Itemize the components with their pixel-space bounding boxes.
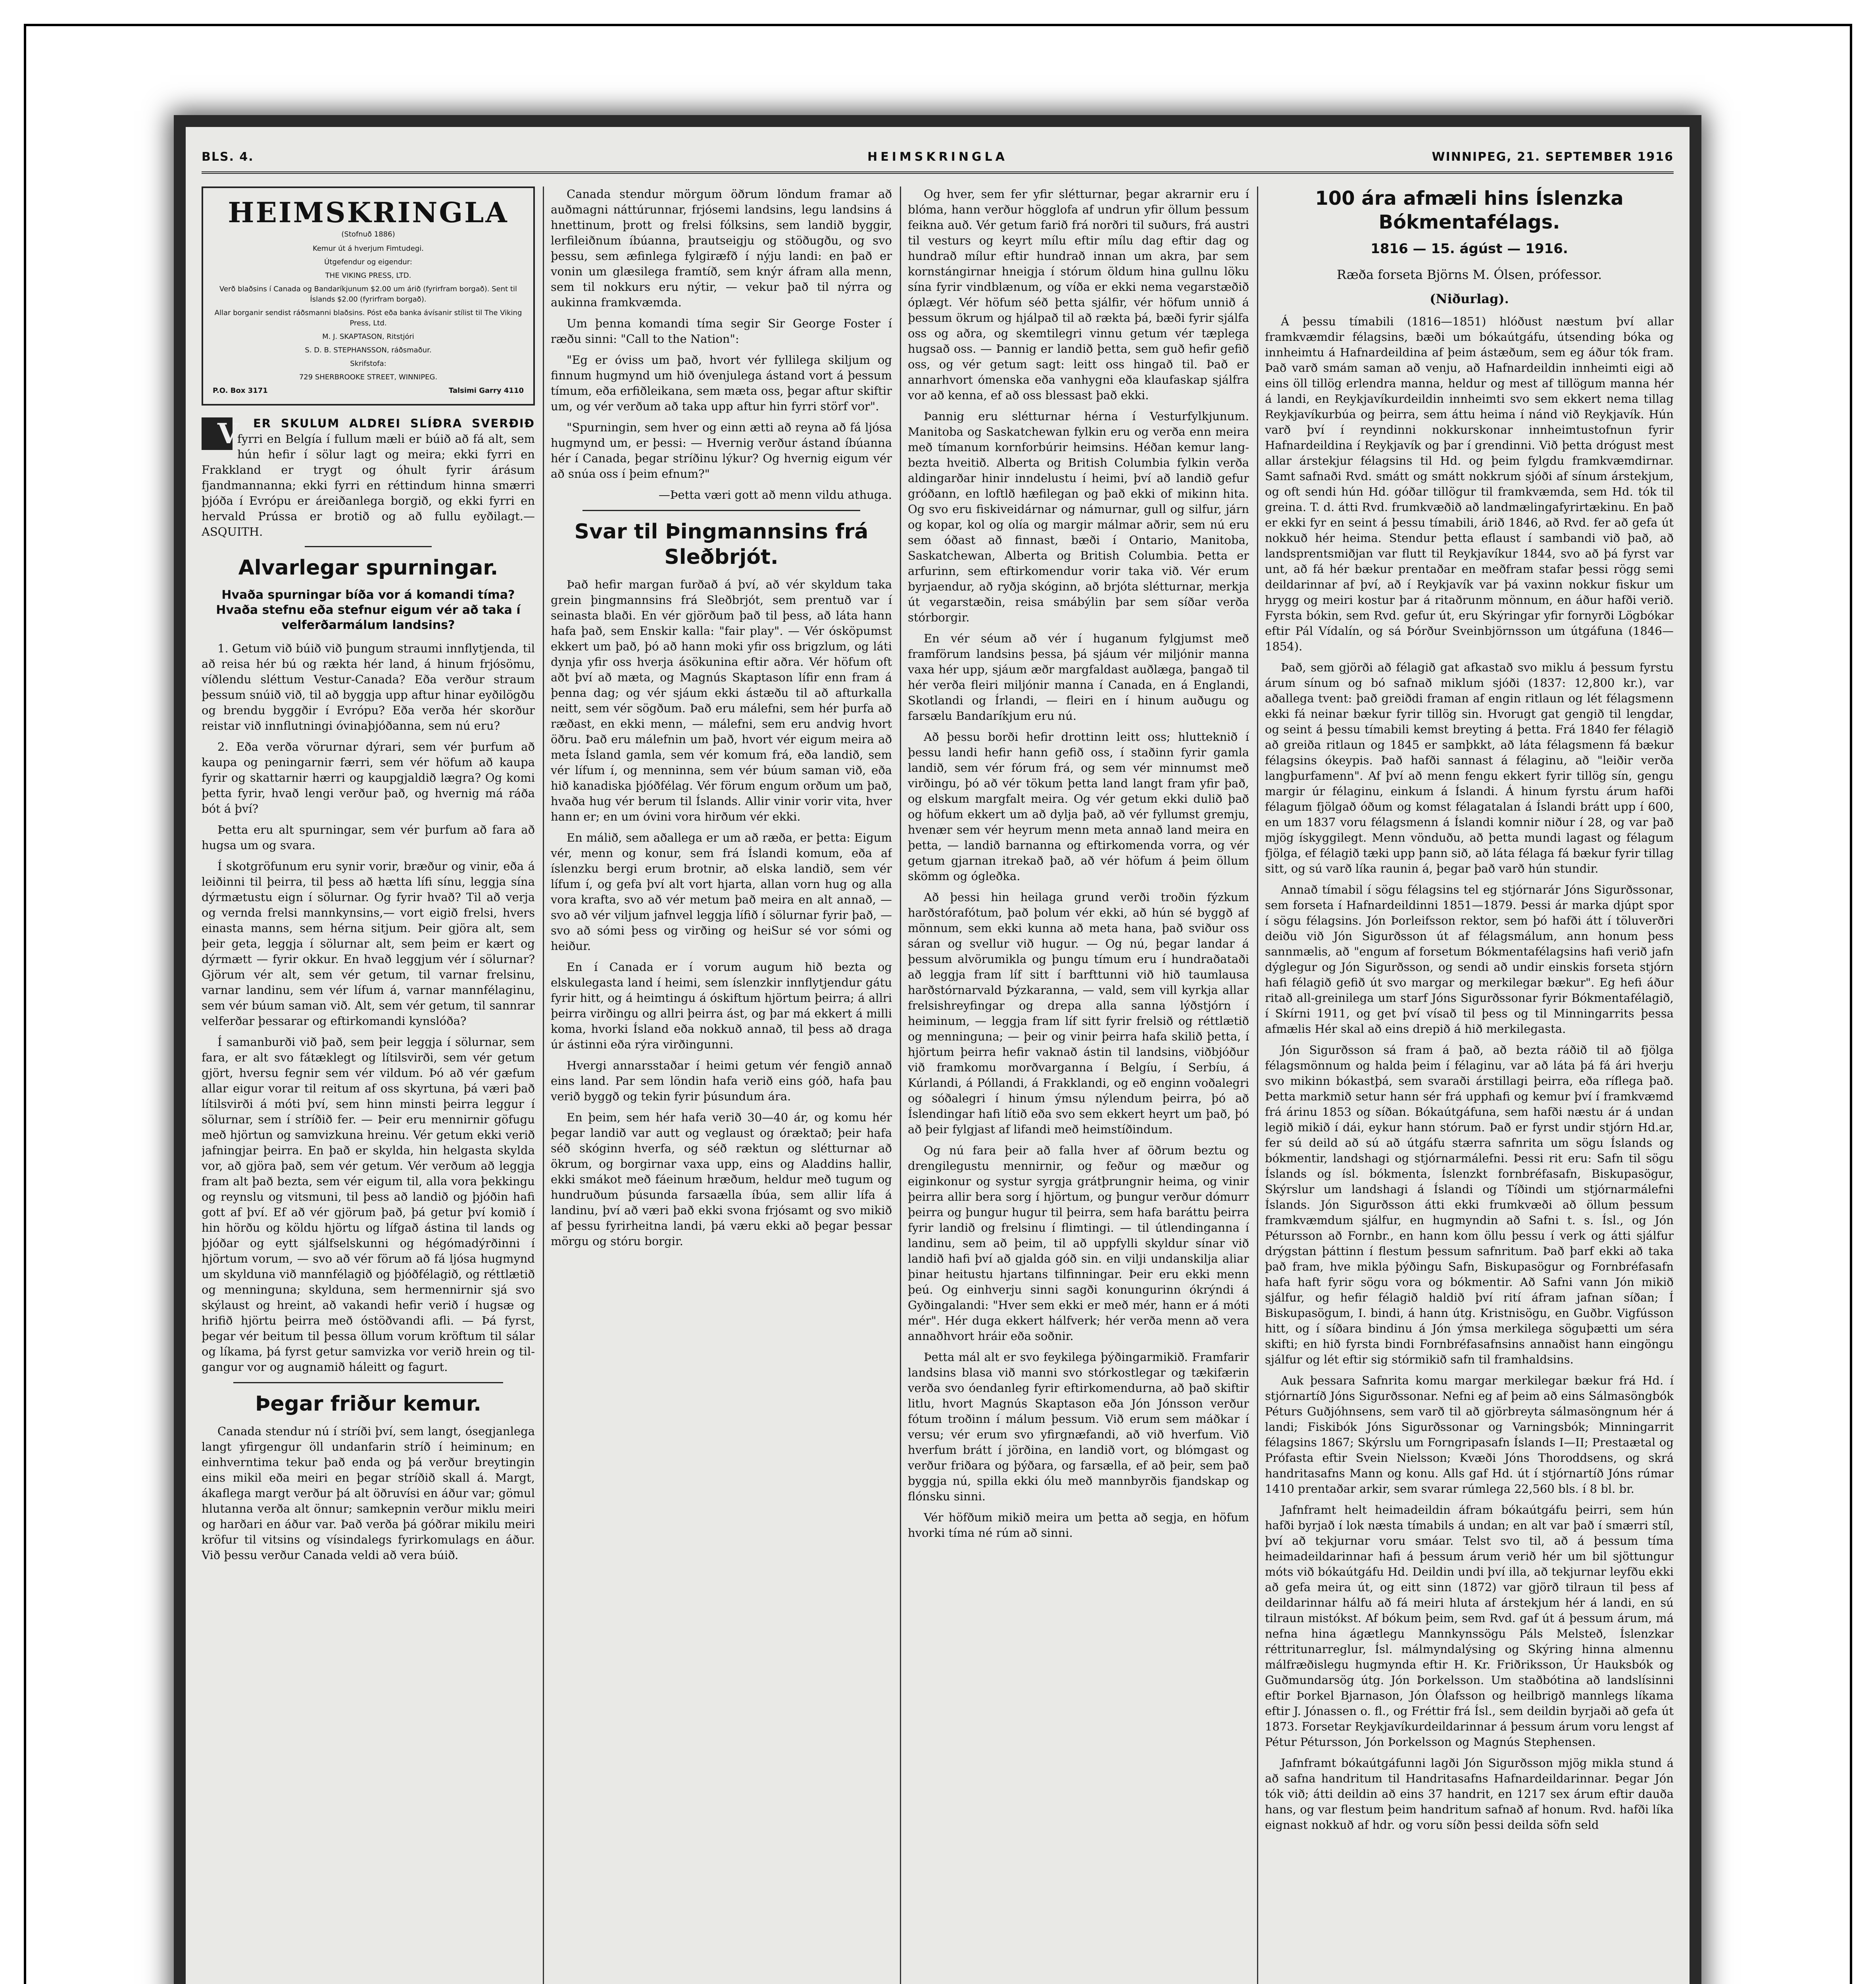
masthead-manager: S. D. B. STEPHANSSON, ráðsmaður.	[305, 346, 432, 354]
masthead-line2: Útgefendur og eigendur:	[324, 258, 412, 266]
heading-svar: Svar til Þingmannsins frá Sleðbrjót.	[574, 520, 869, 569]
paragraph: Þannig eru slétturnar hérna í Vesturfylkjunum. Manitoba og Saskatchewan fylkin eru og verða enn meira með tímanum kornforbúrir heimsins. Héðan kemur lang-bezta hveitið. Alberta og British Columbia fylkin verða aldingarðar hinir inndelustu í heimi, því að landið gefur gróðann, en loftlð hæfilegan og það ekki of mikinn hita. Og svo eru fiskiveidárnar og námurnar, gull og silfur, járn og kopar, kol og olía og margir málmar aðrir, sem nú eru sem óðast að finnast, bæði í Ontario, Manitoba, Saskatchewan, Alberta og British Columbia. Þetta er arfurinn, sem eftirkomendur vorir taka við. Vér erum byrjaendur, að ryðja skóginn, að brjóta slétturnar, merkja út vegarstæðin, reisa smábýlin þar sem síðar verða stórborgir.	[908, 409, 1249, 624]
heading-fridur: Þegar friður kemur.	[255, 1392, 481, 1416]
article-title: 100 ára afmæli hins Íslenzka Bókmentafélags.	[1315, 187, 1624, 233]
paragraph: Canada stendur mörgum öðrum löndum framar að auðmagni náttúrunnar, frjósemi landsins, legu landsins á hnettinum, þrott og frelsi fólksins, sem landið byggir, lerfileiðnum íbúanna, þrautseigju og stöðugðu, og svo þessu, sem æfinlega fylgiræfð í nýju landi: en það er vonin um glæsilega framtíð, sem knýr áfram alla menn, sem til nokkurs eru nýtir, — vekur það til nýrra og aukinna framkvæmda.	[551, 187, 892, 309]
masthead-title: HEIMSKRINGLA	[228, 196, 509, 229]
paragraph: Jón Sigurðsson sá fram á það, að bezta ráðið til að fjölga félagsmönnum og halda þeim í félaginu, var að láta þá fá ári hverju svo mikinn bókastþá, sem svaraði árstillagi þeirra, eða ríflega það. Þetta markmið setur hann sér frá upphafi og kemur því í framkvæmd frá árinu 1853 og síðan. Bókaútgáfuna, sem hafði næstu ár á undan legið mikið í dái, eykur hann stórum. Það er fyrst undir stjórn Hd.ar, fer sú deild að sú að útgáfu stærra safnrita um sögu Íslands og bókmentir, landshagi og stjórnarmálefni. Þessi rit eru: Safn til sögu Íslands og ísl. bókmenta, Íslenzkt fornbréfasafn, Biskupasögur, Skýrslur um landshagi á Íslandi og Tíðindi um stjórnarmálefni Íslands. Jón Sigurðsson átti ekki frumkvæði að öllum þessum framkvæmdum sjálfur, en hugmyndin að Safni t. s. Ísl., og Jón Pétursson að Fornbr., en hann kom öllu þessu í verk og átti sjálfur drýgstan þáttinn í flestum þessum safnritum. Það þarf ekki að taka það fram, hve mikla þýðingu Safn, Biskupasögur og Fornbréfasafn hafa haft fyrir sögu vora og bókmentir. Að Safni vann Jón mikið sjálfur, og hefir félagið haldið því rití áfram jafnan síðan; Í Biskupasögum, I. bindi, á hann útg. Kristnisögu, en Guðbr. Vigfússon hitt, og í síðara bindinu á Jón ýmsa merkilega söguþætti um séra skifti; en hið fyrsta bindi Fornbréfasafnsins annaðist hann eingöngu sjálfur og lét eftir sig stórmikið safn til framhaldsins.	[1265, 1043, 1674, 1366]
masthead-notice: Allar borganir sendist ráðsmanni blaðsins. Póst eða banka ávísanir stílist til The Viking Press, Ltd.	[214, 309, 522, 327]
paragraph: "Eg er óviss um það, hvort vér fyllilega skiljum og finnum hugmynd um hið óvenjulega ástand vort á þessum tímum, eða erfiðleikana, sem mæta oss, þegar aftur skiftir um, og vér verðum að taka upp aftur hin fyrri störf vor".	[551, 353, 892, 413]
paragraph: Í skotgröfunum eru synir vorir, bræður og vinir, eða á leiðinni til þeirra, til þess að hætta lífi sínu, leggja sína dýrmætustu eign í sölurnar. Og fyrir hvað? Til að verja og vernda frelsi mannkynsins,— vort eigið frelsi, hvers einasta manns, sem hérna sitjum. Þeir gjöra alt, sem þeir geta, leggja í sölurnar alt, sem þeim er kært og dýrmætt — fyrir okkur. En hvað leggjum vér í sölurnar? Gjörum vér alt, sem vér getum, til varnar frelsinu, varnar landinu, sem vér lífum á, varnar mannfélaginu, sem vér búum saman við. Alt, sem vér getum, til sannrar velferðar þessarar og eftirkomandi kynslóða?	[202, 859, 535, 1028]
paper-name: HEIMSKRINGLA	[867, 150, 1008, 164]
paragraph: Canada stendur nú í stríði því, sem langt, ósegjanlega langt yfirgengur öll undanfarin stríð í heiminum; en einhverntima tekur það enda og þá verður breytingin eins mikil eða meiri en þegar stríðið skall á. Margt, ákaflega margt verður þá alt öðruvísi en áður var; gömul hlutanna verða alt önnur; samkepnin verður miklu meiri og harðari en áður var. Það verða þá góðrar mikilu meiri kröfur til vitsins og vísindalegs fyrirkomulags en áður. Við þessu verður Canada veldi að vera búið.	[202, 1425, 535, 1562]
heading-alvarlegar: Alvarlegar spurningar.	[238, 556, 498, 580]
article-dates: 1816 — 15. ágúst — 1916.	[1370, 241, 1568, 257]
page-number: BLS. 4.	[202, 150, 254, 164]
paragraph: Það hefir margan furðað á því, að vér skyldum taka grein þingmannsins frá Sleðbrjót, sem prentuð var í seinasta blaði. En vér gjörðum það til þess, að láta hann hafa það, sem Enskir kalla: "fair play". — Vér ósköpumst ekkert um það, þó að hann moki yfir oss brigzlum, og láti dynja yfir oss hverja ásökunina eftir aðra. Vér höfum oft aðt því að mæta, og Magnús Skaptason lífir enn fram á þenna dag; og vér sjáum ekki ástæðu til að afturkalla neitt, sem vér sögðum. Það eru málefni, sem hér þurfa að ræðast, en ekki menn, — málefni, sem eru andvig hvort öðru. Það eru málefnin um það, hvort vér eigum meira að meta Ísland gamla, sem vér komum frá, eða landið, sem vér lífum í, og menninna, sem vér búum saman við, eða hið kanadiska þjóðfélag. Vér förum engum orðum um það, hvaða hug vér berum til Íslands. Allir vinir vorir vita, hver hann er; en um óvini vora hirðum vér ekki.	[551, 578, 892, 823]
masthead-box	[202, 186, 535, 406]
paragraph: En í Canada er í vorum augum hið bezta og elskulegasta land í heimi, sem íslenzkir innflytjendur gátu fyrir hitt, og á heimtingu á óskiftum hjörtum þeirra; á allri þeirra virðingu og allri þeirra ást, og þar má ekkert á milli koma, hvorki Ísland eða nokkuð annað, til þess að draga úr ástinni eða rýra virðingunni.	[551, 960, 892, 1051]
paragraph: "Spurningin, sem hver og einn ætti að reyna að fá ljósa hugmynd um, er þessi: — Hvernig verður ástand íbúanna hér í Canada, þegar stríðinu lýkur? Og hvernig eigum vér að snúa oss í þeim efnum?"	[551, 421, 892, 481]
masthead-box-number: P.O. Box 3171	[213, 386, 268, 395]
paragraph: Um þenna komandi tíma segir Sir George Foster í ræðu sinni: "Call to the Nation":	[551, 317, 892, 346]
paragraph: Það, sem gjörði að félagið gat afkastað svo miklu á þessum fyrstu árum sínum og bó safnað miklum sjóði (1837: 12,800 kr.), var aðallega tvent: það greiðdi framan af engin ritlaun og lét félagsmenn ekki fá neinar bækur fyrir tillög sin. Hvorugt gat gengið til lengdar, og seint á þessu tímabili kemst breyting á þetta. Frá 1840 fer félagið að greiða ritlaun og 1845 er samþkkt, að láta félagsmenn fá bækur félagsins ókeypis. Það hafði sannast á félaginu, að "leiðir verða langþurfamenn". Af því að menn fengu ekkert fyrir tillög sín, gengu margir úr félaginu, einkum á Íslandi. Á hinum fyrstu árum hafði félagum fjölgað óðum og komst félagatalan á Íslandi brátt upp í 600, en um 1837 voru félagsmenn á Íslandi komnir niður í 28, og var það mjög ískyggilegt. Menn vönduðu, að þetta mundi lagast og félagum fjölga, ef félagið tæki upp þann sið, að láta félaga fá bækur fyrir tillag sitt, og sú varð líka raunin á, þegar það varð hún stundir.	[1265, 661, 1674, 875]
subheading-alvarlegar: Hvaða spurningar bíða vor á komandi tíma? Hvaða stefnu eða stefnur eigum vér að taka í velferðarmálum landsins?	[216, 588, 521, 632]
masthead-terms: Verð blaðsins í Canada og Bandaríkjunum $2.00 um árið (fyrirfram borgað). Sent til Íslands $2.00 (fyrirfram borgað).	[219, 285, 517, 304]
paragraph: 2. Eða verða vörurnar dýrari, sem vér þurfum að kaupa og peningarnir færri, sem vér höfum að kaupa fyrir og skattarnir hærri og kaupgjaldið lægra? Og komi þetta fyrir, hvað lengi verður það, og hvernig má ráða bót á því?	[202, 740, 535, 815]
article-byline: Ræða forseta Björns M. Ólsen, prófessor.	[1336, 267, 1602, 282]
paragraph: Að þessu borði hefir drottinn leitt oss; hlutteknið í þessu landi hefir hann gefið oss, í staðinn fyrir gamla landið, sem vér fórum frá, og sem vér minnumst með virðingu, þó að vér tökum þetta land langt fram yfir það, og elskum margfalt meira. Og vér getum ekki dulið það og höfum ekkert um að dylja það, að vér fyllumst gremju, hvenær sem vér heyrum menn meta annað land meira en þetta, — landið barnanna og eftirkomenda vorra, og vér getum gjarnan itrekað það, að vér höfum á þeim öllum skömm og ógleðka.	[908, 730, 1249, 883]
paragraph: Annað tímabil í sögu félagsins tel eg stjórnarár Jóns Sigurðssonar, sem forseta í Hafnardeildinni 1851—1879. Þessi ár marka djúpt spor í sögu félagsins. Jón Þorleifsson rektor, sem þó hafði átt í töluverðri deiðu við Jón Sigurðsson út af félagsmálum, ann honum þess sannmælis, að "engum af forsetum Bókmentafélagsins hafi verið jafn dýglegur og Jón Sigurðsson, og sendi að undir einskis forseta stjórn hafi félagið gefið út svo margar og merkilegar bækur". Eg hefi áður ritað all-greinilega um starf Jóns Sigurðssonar fyrir Bókmentafélagið, í Skírni 1911, og get því vísað til þess og til Minningarrits þessa afmælis Hér skal að eins drepið á hið merkilegasta.	[1265, 883, 1674, 1036]
paragraph: 1. Getum við búið við þungum straumi innflytjenda, til að reisa hér bú og rækta hér land, á hinum frjósömu, víðlendu sléttum Vestur-Canada? Eða verður straum þessum snúið við, til að byggja upp aftur hinar eyðilögðu og brendu byggðir í Evrópu? Eða verða hér skorður reistar við innflutningi óvinaþjóðanna, sem nú eru?	[202, 642, 535, 732]
column-rule	[1257, 186, 1258, 1984]
masthead-contact	[213, 386, 524, 396]
quote-lead: ER SKULUM ALDREI SLÍÐRA SVERÐIÐ	[253, 417, 535, 430]
column-2	[551, 186, 892, 1984]
issue-date: WINNIPEG, 21. SEPTEMBER 1916	[1432, 150, 1674, 164]
paragraph: Auk þessara Safnrita komu margar merkilegar bækur frá Hd. í stjórnartíð Jóns Sigurðssonar. Nefni eg af þeim að eins Sálmasöngbók Péturs Guðjóhnsens, sem varð til að gjörbreyta sálmasöngnum hér á landi; Fiskibók Jóns Sigurðssonar og Varningsbók; Minningarrit félagsins 1867; Skýrslu um Forngripasafn Íslands I—II; Prestaætal og Prófasta eftir Svein Nielsson; Kvæði Jóns Thoroddsens, og skrá handritasafns Mann og konu. Alls gaf Hd. út í stjórnartíð Jóns rúmar 1410 prentaðar arkir, sem svarar rúmlega 22,560 bls. í 8 bl. br.	[1265, 1374, 1674, 1496]
masthead-line3: THE VIKING PRESS, LTD.	[325, 271, 411, 280]
quote-text: fyrri en Belgía í fullum mæli er búið að fá alt, sem hún hefir í sölur lagt og meira; ekki fyrri en Frakkland er trygt og óhult fyrir árásum fjandmannanna; ekki fyrri en réttindum hinna smærri þjóða í Evrópu er áreiðanlega borgið, og ekki fyrri en hervald Prússa er brotið og að fullu eyðilagt.—ASQUITH.	[202, 432, 535, 538]
paragraph: Í samanburði við það, sem þeir leggja í sölurnar, sem fara, er alt svo fátæklegt og lítilsvirði, sem vér getum gjört, hversu fegnir sem vér vildum. Þó að vér gæfum allar eigur vorar til reitum af oss skyrtuna, þá væri það lítilsvirði á móti því, sem hinn minsti þeirra leggur í sölurnar, sem í stríðið fer. — Þeir eru mennirnir göfugu með hjörtun og samvizkuna hreinu. Vér getum ekki verið jafningjar þeirra. En það er skylda, hin helgasta skylda vor, að gjöra það, sem vér getum. Vér verðum að leggja fram alt það bezta, sem vér eigum til, alla vora þekkingu og reynslu og vitsmuni, til þess að landið og þjóðin hafi gott af því. Ef að vér gjörum það, þá getur því komið í hin hörðu og köldu hjörtu og lífgað ástina til lands og þjóðar og eytt sjálfselskunni og hégómadýrðinni í hjörtum vorum, — svo að vér förum að fá ljósa hugmynd um skylduna við mannfélagið og þjóðfélagið, og réttlætið og menninguna; skylduna, sem hermennirnir sjá svo skýlaust og hreint, að vakandi hefir verið í hugsæ og hrifið hjörtu þeirra með óstöðvandi afli. — Þá fyrst, þegar vér beitum til þessa öllum vorum kröftum til sálar og líkama, þá fyrst getur samvizka vor verið hrein og til-gangur vor og augnamið háleitt og fagurt.	[202, 1035, 535, 1374]
article-continuation: (Niðurlag).	[1430, 291, 1509, 306]
newspaper-page	[186, 127, 1690, 1984]
paragraph: Jafnframt helt heimadeildin áfram bókaútgáfu þeirri, sem hún hafði byrjað í lok næsta tímabils á undan; en alt var það í smærri stíl, því að tekjurnar voru smáar. Telst svo til, að á þessum tíma heimadeildarinnar hafi á þessum árum verið hér um bil sjöttungur móts við bókaútgáfu Hd. Deildin undi því illa, að tekjurnar leyfðu ekki að gefa meira út, og eitt sinn (1872) var gjörð tilraun til þess af deildarinnar hálfu að fá meiri hluta af árstekjum hér á landi, en sú tilraun mistókst. Af bókum þeim, sem Rvd. gaf út á þessum árum, má nefna hina ágætlegu Mannkynssögu Páls Melsteð, Íslenzkar réttritunarreglur, Ísl. málmyndalýsing og Skýring hinna almennu málfræðislegu hugmynda eftir H. Kr. Friðriksson, Úr Hauksbók og Guðmundarsög útg. Jón Þorkelsson. Um staðbótina að landslísinni eftir Þorkel Bjarnason, Jón Ólafsson og heilbrigð mannlegs líkama eftir J. Jónassen o. fl., og Fréttir frá Ísl., sem deildin byrjaði að gefa út 1873. Forsetar Reykjavíkurdeildarinnar á þessum árum voru lengst af Pétur Pétursson, Jón Þorkelsson og Magnús Stephensen.	[1265, 1503, 1674, 1749]
paragraph: Og hver, sem fer yfir slétturnar, þegar akrarnir eru í blóma, hann verður högglofa af undrun yfir öllum þessum feikna auð. Vér getum farið frá norðri til suðurs, frá austri til vesturs og keyrt mílu eftir mílu dag eftir dag og hundrað mílur eftir hundrað innan um akra, þar sem kornstángirnar hneigja í stórum öldum hina gullnu löku sína fyrir vindblænum, og víða er ekki nema vegarstæðið óplægt. Vér höfum séð þetta sjálfir, vér höfum unnið á þessum ökrum og hjálpað til að rækta þá, bæði fyrir sjálfa oss og aðra, og skemtilegri vinnu getum vér tæplega hugsað oss. — Þannig er landið þetta, sem guð hefir gefið oss, og vér getum sagt: leitt oss hingað til. Það er annarhvort ómenska eða vanhygni eða klaufaskap sjálfra vor að kenna, ef að oss blessast það ekki.	[908, 187, 1249, 402]
paragraph: Þetta mál alt er svo feykilega þýðingarmikið. Framfarir landsins blasa við manni svo stórkostlegar og tækifærin verða svo óendanleg fyrir eftirkomendurna, að það skiftir litlu, hvort Magnús Skaptason eða Jón Jónsson verður fótum troðinn í málum þessum. Við erum sem máðkar í versu; vér erum svo yfirgnæfandi, að við hverfum. Við hverfum brátt í jörðina, en landið vort, og blómgast og verður friðara og þýðara, og farsælla, ef að þeir, sem það byggja nú, spilla ekki ólu með mannbyrðis fjandskap og flónsku sinni.	[908, 1350, 1249, 1503]
column-rule	[900, 186, 901, 1984]
paragraph: Að þessi hin heilaga grund verði troðin fýzkum harðstórafótum, það þolum vér ekki, að hún sé byggð af mönnum, sem ekki kunna að meta hana, það sviður oss sáran og svellur við hugur. — Og nú, þegar landar á þessum alvörumikla og þungu tímum eru í hundraðataði að leggja fram líf sitt í barfttunni við hið taumlausa harðstórnarvald Þýzkaranna, — vald, sem vill kyrkja allar frelsishreyfingar og drepa alla sanna lýðstjórn í heiminum, — leggja fram líf sitt fyrir frelsið og réttlætið og menninguna; — þeir og vinir þeirra hafa skilið þetta, í hjörtum þeirra hefir vaknað ástin til landsins, viðbjóður við framkomu morðvarganna í Belgíu, í Serbíu, á Kúrlandi, á Póllandi, á Frakklandi, og eð enginn voðalegri og sóðalegri í hinum ýmsu nýlendum þeirra, þó að Íslendingar hafi lítið eða svo sem ekkert heyrt um það, þó að þeir fylgjast af lifandi með heimstíðindum.	[908, 890, 1249, 1136]
paragraph: En málið, sem aðallega er um að ræða, er þetta: Eigum vér, menn og konur, sem frá Íslandi komum, eða af íslenzku bergi erum brotnir, að elska landið, sem vér lífum í, og gefa því alt vort hjarta, allan vorn hug og alla vora krafta, svo að vér metum það meira en alt annað, — svo að vér viljum jafnvel leggja lífið í sölurnar fyrir það, — svo að sómi þess og virðing og heiSur sé vor sómi og heiður.	[551, 831, 892, 953]
paragraph: Á þessu tímabili (1816—1851) hlóðust næstum því allar framkvæmdir félagsins, bæði um bókaútgáfu, útsending bóka og innheimtu á Hafnardeildina af þeim ástæðum, sem eg áður tók fram. Það varð smám saman að venju, að Hafnardeildin innheimti eigi að eins öll tillög erlendra manna, heldur og mest af tillögum manna hér á landi, en Reykjavíkurdeildin innheimti svo sem ekkert nema tillag Reykjavíkurbúa og þeirra, sem áttu heima í nánd við Reykjavík. Hún varð því í reyndinni nokkurskonar innheimtustofnun fyrir Hafnardeildina í Reykjavík og þar í grendinni. Við þetta drógust mest allar árstekjur félagsins til Hd. og þeim fylgdu framkvæmdirnar. Samt safnaði Rvd. smátt og smátt nokkrum sjóði af sínum árstekjum, og oft sendi hún Hd. góðar tillögur til framkvæmda, sem Hd. tók til greina. T. d. átti Rvd. frumkvæðið að landmælingafyrirtækinu. En það er ekki fyr en seint á þessu tímabili, árið 1846, að Rvd. fer að gefa út nokkuð hér heima. Stendur þetta eflaust í sambandi við það, að landsprentsmiðjan var flutt til Reykjavíkur 1844, svo að þá fyrst var unt, að fá hér bækur prentaðar en meðfram stafar þessi rögg semi deildarinnar af því, að í Reykjavík var þá vaxinn nokkur fiskur um hrygg og meiri kostur þar á ritaðrunm mönnum, en áður hafði verið. Fyrsta bókin, sem Rvd. gefur út, eru Skýringar yfir fornyrði Lögbókar eftir Pál Vídalín, og sá Þórður Sveinbjörnsson um útgáfuna (1846—1854).	[1265, 315, 1674, 653]
column-rule	[543, 186, 544, 1984]
section-rule	[233, 1382, 503, 1383]
asquith-quote	[202, 416, 535, 540]
paragraph: Og nú fara þeir að falla hver af öðrum beztu og drengilegustu mennirnir, og feður og mæður og eiginkonur og systur syrgja grátþrungnir heima, og vinir þeirra allir bera sorg í hjörtum, og þungur verður dómurr þeirra og þungur hugur til þeirra, sem hafa baráttu þeirra fyrir landið og frelsinu í flimtingi. — til útlendinganna í landinu, sem að þeim, til að uppfylli skyldur sínar við landið hafi því að gjalda góð sin. en vilji undanskilja aliar þinar heitustu hjartans tilfinningar. Þeir eru ekki menn þeú. Og einhverju sinni sagði konungurinn ókrýndi á Gyðingalandi: "Hver sem ekki er með mér, hann er á móti mér". Hér duga ekkert hálfverk; hér verða menn að vera annaðhvort hráir eða soðnir.	[908, 1144, 1249, 1343]
paragraph: En þeim, sem hér hafa verið 30—40 ár, og komu hér þegar landið var autt og veglaust og óræktað; þeir hafa séð skóginn hverfa, og séð ræktun og slétturnar að ökrum, og borgirnar vaxa upp, eins og Aladdins hallir, ekki smákot með fáeinum hræðum, heldur með tugum og hundruðum þúsunda farsaælla íbúa, sem allir lífa á landinu, því að væri það ekki svona frjósamt og svo mikið af þessu fyrirheitna landi, þá væru ekki að þegar þessar mörgu og stóru borgir.	[551, 1111, 892, 1248]
masthead-line1: Kemur út á hverjum Fimtudegi.	[313, 244, 424, 253]
column-4	[1265, 186, 1674, 1984]
paragraph: En vér séum að vér í huganum fylgjumst með framförum landsins þessa, þá sjáum vér miljónir manna vaxa hér upp, sjáum æðr margfaldast auðlæga, þangað til hér verða fleiri miljónir manna í Canada, en á Englandi, Skotlandi og Írlandi, — fleiri en í hinum auðugu og farsælu Bandaríkjum eru nú.	[908, 632, 1249, 723]
paragraph: Þetta eru alt spurningar, sem vér þurfum að fara að hugsa um og svara.	[202, 823, 535, 852]
masthead-office-label: Skrifstofa:	[350, 360, 386, 368]
ornament-rule	[305, 546, 432, 547]
paragraph: Jafnframt bókaútgáfunni lagði Jón Sigurðsson mjög mikla stund á að safna handritum til Handritasafns Hafnardeildarinnar. Þegar Jón tók við; átti deildin að eins 37 handrit, en 1217 sex árum eftir dauða hans, og var flestum þeim handritum safnað af honum. Rvd. hafði líka eignast nokkuð af hdr. og voru síðn þessi deilda söfn seld	[1265, 1756, 1674, 1832]
column-1	[202, 186, 535, 1984]
drop-cap: V	[202, 417, 233, 450]
masthead-editor: M. J. SKAPTASON, Ritstjóri	[322, 333, 414, 341]
header-rule	[202, 171, 1674, 174]
paragraph: —Þetta væri gott að menn vildu athuga.	[658, 488, 892, 502]
masthead-address: 729 SHERBROOKE STREET, WINNIPEG.	[299, 373, 438, 381]
masthead-phone: Talsimi Garry 4110	[448, 386, 524, 395]
running-header	[202, 150, 1674, 174]
paragraph: Hvergi annarsstaðar í heimi getum vér fengið annað eins land. Par sem löndin hafa verið eins góð, hafa þau verið byggð og tekin fyrir þúsundum ára.	[551, 1059, 892, 1103]
section-rule	[582, 510, 860, 511]
column-3	[908, 186, 1249, 1984]
paragraph: Vér höfðum mikið meira um þetta að segja, en höfum hvorki tíma né rúm að sinni.	[908, 1511, 1249, 1540]
masthead-founded: (Stofnuð 1886)	[341, 230, 395, 238]
